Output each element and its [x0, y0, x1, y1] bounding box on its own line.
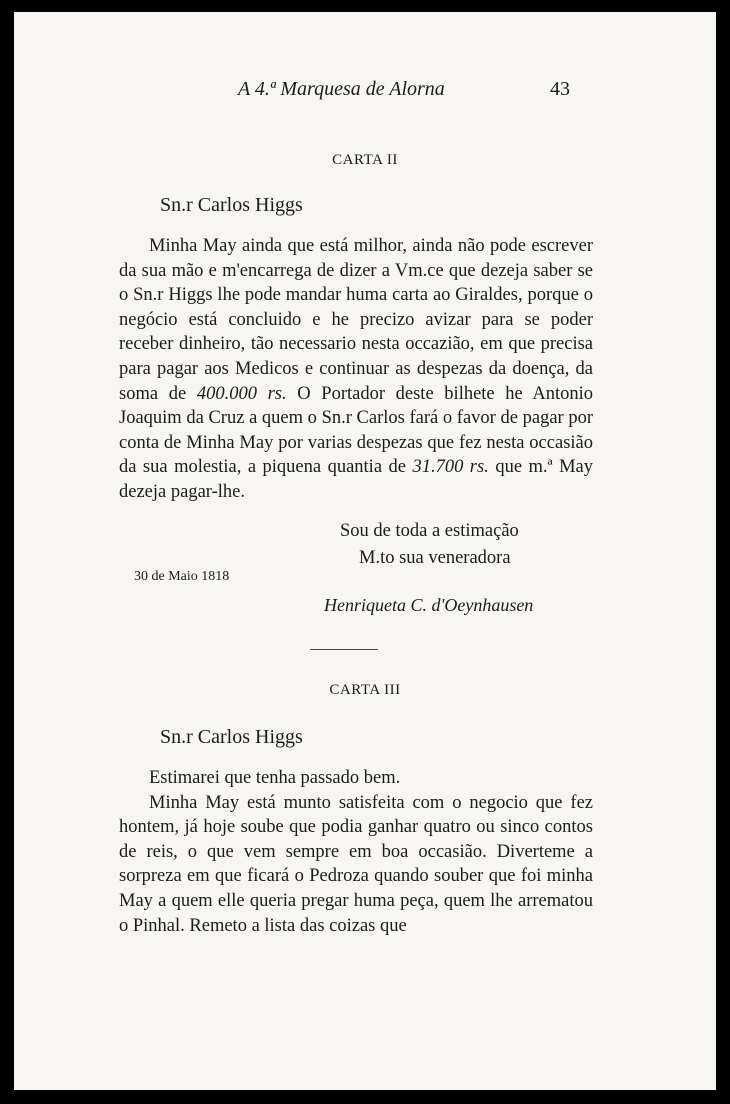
signature: Henriqueta C. d'Oeynhausen	[324, 595, 534, 615]
letter-2-body	[119, 234, 593, 505]
letter-3-heading: CARTA III	[329, 682, 401, 698]
letter-2-salutation: Sn.r Carlos Higgs	[160, 194, 303, 216]
letter-2-paragraph	[119, 234, 593, 505]
letter-2-text-c: que m.ª May dezeja pagar-lhe.	[119, 457, 594, 502]
letter-3-paragraph-2: Minha May está munto satisfeita com o negocio que fez hontem, já hoje soube que podia ganhar quatro ou sinco contos de reis, o que vem sempre em boa occasião. Diverteme a sorpreza em que ficará o Pedroza quando souber que foi minha May a quem elle queria pregar huma peça, quem lhe arrematou o Pinhal. Remeto a lista das coizas que	[119, 792, 593, 936]
letter-3-paragraph-1: Estimarei que tenha passado bem.	[149, 768, 401, 788]
book-page	[14, 12, 716, 1090]
scan-border	[0, 0, 10, 1104]
page-number: 43	[550, 78, 570, 100]
amount-400000: 400.000 rs.	[196, 383, 287, 404]
section-divider	[310, 649, 378, 650]
letter-date: 30 de Maio 1818	[134, 569, 230, 584]
running-head-title: A 4.ª Marquesa de Alorna	[238, 78, 445, 100]
closing-line-1: Sou de toda a estimação	[340, 521, 519, 541]
letter-3-body	[119, 766, 593, 938]
letter-2-heading: CARTA II	[332, 152, 398, 168]
letter-3-salutation: Sn.r Carlos Higgs	[160, 726, 303, 748]
letter-2-text-a: Minha May ainda que está milhor, ainda não pode escrever da sua mão e m'encarrega de dizer a Vm.ce que dezeja saber se o Sn.r Higgs lhe pode mandar huma carta ao Giraldes, porque o negócio está concluido e he precizo avizar para se poder receber dinheiro, tão necessario nesta occazião, em que precisa para pagar aos Medicos e continuar as despezas da doença, da soma de	[119, 236, 593, 404]
closing-line-2: M.to sua veneradora	[359, 548, 511, 568]
letter-2-text-b: O Portador deste bilhete he Antonio Joaquim da Cruz a quem o Sn.r Carlos fará o favor de pagar por conta de Minha May por varias despezas que fez nesta occasião da sua molestia, a piquena quantia de	[119, 383, 594, 478]
amount-31700: 31.700 rs.	[412, 457, 489, 478]
